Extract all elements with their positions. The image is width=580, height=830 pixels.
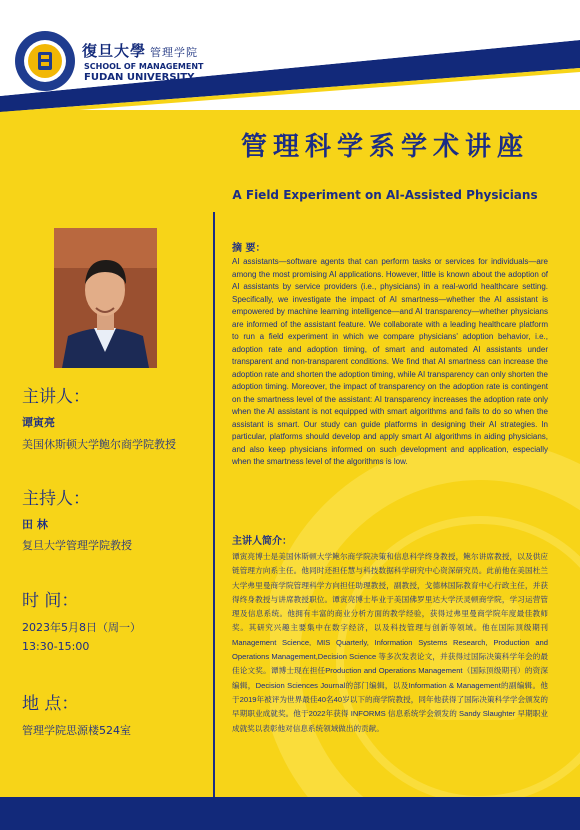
school-name-sub-cn: 管理学院 <box>150 46 199 59</box>
poster-title-cn: 管理科学系学术讲座 <box>240 132 529 162</box>
abstract-text: AI assistants—software agents that can perform tasks or services for individuals—are among the most promising AI applications. However, little is known about the adoption of AI assistants by service providers (i.e., physicians) in a real-world healthcare setting. Specifically, we investigate the impact of AI smartness—whether the AI assistant is empowered by machine learning intelligence—and AI transparency—whether physicians are informed of the assistant feature. We collaborate with a leading healthcare platform to run a field experiment in which we compare physicians' adoption behavior, i.e., adoption rate and adoption timing, of smart and automated AI assistants under transparent and non-transparent conditions. We find that AI smartness can increase the adoption rate and shorten the adoption timing, while AI transparency can only shorten the adoption timing. Moreover, the impact of transparency on the adoption rate is contingent on the smartness level of the assistant: AI transparency increases the adoption rate only when the AI assistant is not equipped with smart algorithms and fails to do so when the assistant is smart. Our study can guide platforms in designing their AI strategies. In particular, platforms should develop and apply smart AI algorithms in aiding physicians, and also keep physicians informed on such development and application, especially when the smartness level of the algorithms is low. <box>232 257 548 466</box>
speaker-affiliation: 美国休斯顿大学鲍尔商学院教授 <box>22 438 176 451</box>
bio-text: 谭寅亮博士是美国休斯顿大学鲍尔商学院决策和信息科学终身教授，鲍尔讲席教授，以及供应链管理方向系主任。他同时还担任慧与科技数据科学研究中心资深研究员。此前他在美国杜兰大学弗里曼商学院管理科学方向担任助理教授，副教授，戈德林国际教育中心行政主任，并获得终身教授与讲席教授职位。谭寅亮博士毕业于美国佛罗里达大学沃灵顿商学院，学习运营管理及信息系统。他拥有丰富的商业分析方面的教学经验，获得过弗里曼商学院年度最佳教师奖。其研究兴趣主要集中在数字经济，以及科技管理与创新等领域。他在国际顶级期刊Management Science, MIS Quarterly, Information Systems Research, Production and Operations Management,Decision Science 等多次发表论文，并获得过国际决策科学年会的最佳论文奖。谭博士现在担任Production and Operations Management（国际顶级期刊）的资深编辑，Decision Sciences Journal的部门编辑，以及Information & Management的副编辑。他于2019年被评为世界最佳40名40岁以下的商学院教授，同年他获得了国际决策科学学会颁发的早期职业成就奖。他于2022年获得 INFORMS 信息系统学会颁发的 Sandy Slaughter 早期职业成就奖以表彰他对信息系统领域做出的贡献。 <box>232 552 548 733</box>
time-label: 时 间： <box>22 591 79 611</box>
speaker-name: 谭寅亮 <box>22 416 55 429</box>
university-name-en: FUDAN UNIVERSITY <box>84 72 195 83</box>
event-hours: 13:30-15:00 <box>22 640 90 653</box>
location-label: 地 点： <box>22 694 79 714</box>
event-date: 2023年5月8日（周一） <box>22 621 141 634</box>
bio-heading: 主讲人简介： <box>232 536 292 547</box>
university-name-cn: 復旦大學 <box>82 42 147 60</box>
school-name-cn <box>82 40 198 61</box>
host-name: 田 林 <box>22 518 48 531</box>
vertical-divider <box>213 212 215 802</box>
speaker-label: 主讲人： <box>22 387 90 407</box>
speaker-photo <box>54 228 157 368</box>
fudan-management-logo-icon <box>14 30 76 92</box>
host-label: 主持人： <box>22 489 90 509</box>
host-affiliation: 复旦大学管理学院教授 <box>22 539 132 552</box>
event-location: 管理学院思源楼524室 <box>22 724 131 737</box>
abstract-heading: 摘 要： <box>232 243 266 254</box>
school-name-en: SCHOOL OF MANAGEMENT <box>84 62 204 71</box>
bottom-band <box>0 797 580 830</box>
talk-title-en: A Field Experiment on AI-Assisted Physicians <box>232 188 538 202</box>
